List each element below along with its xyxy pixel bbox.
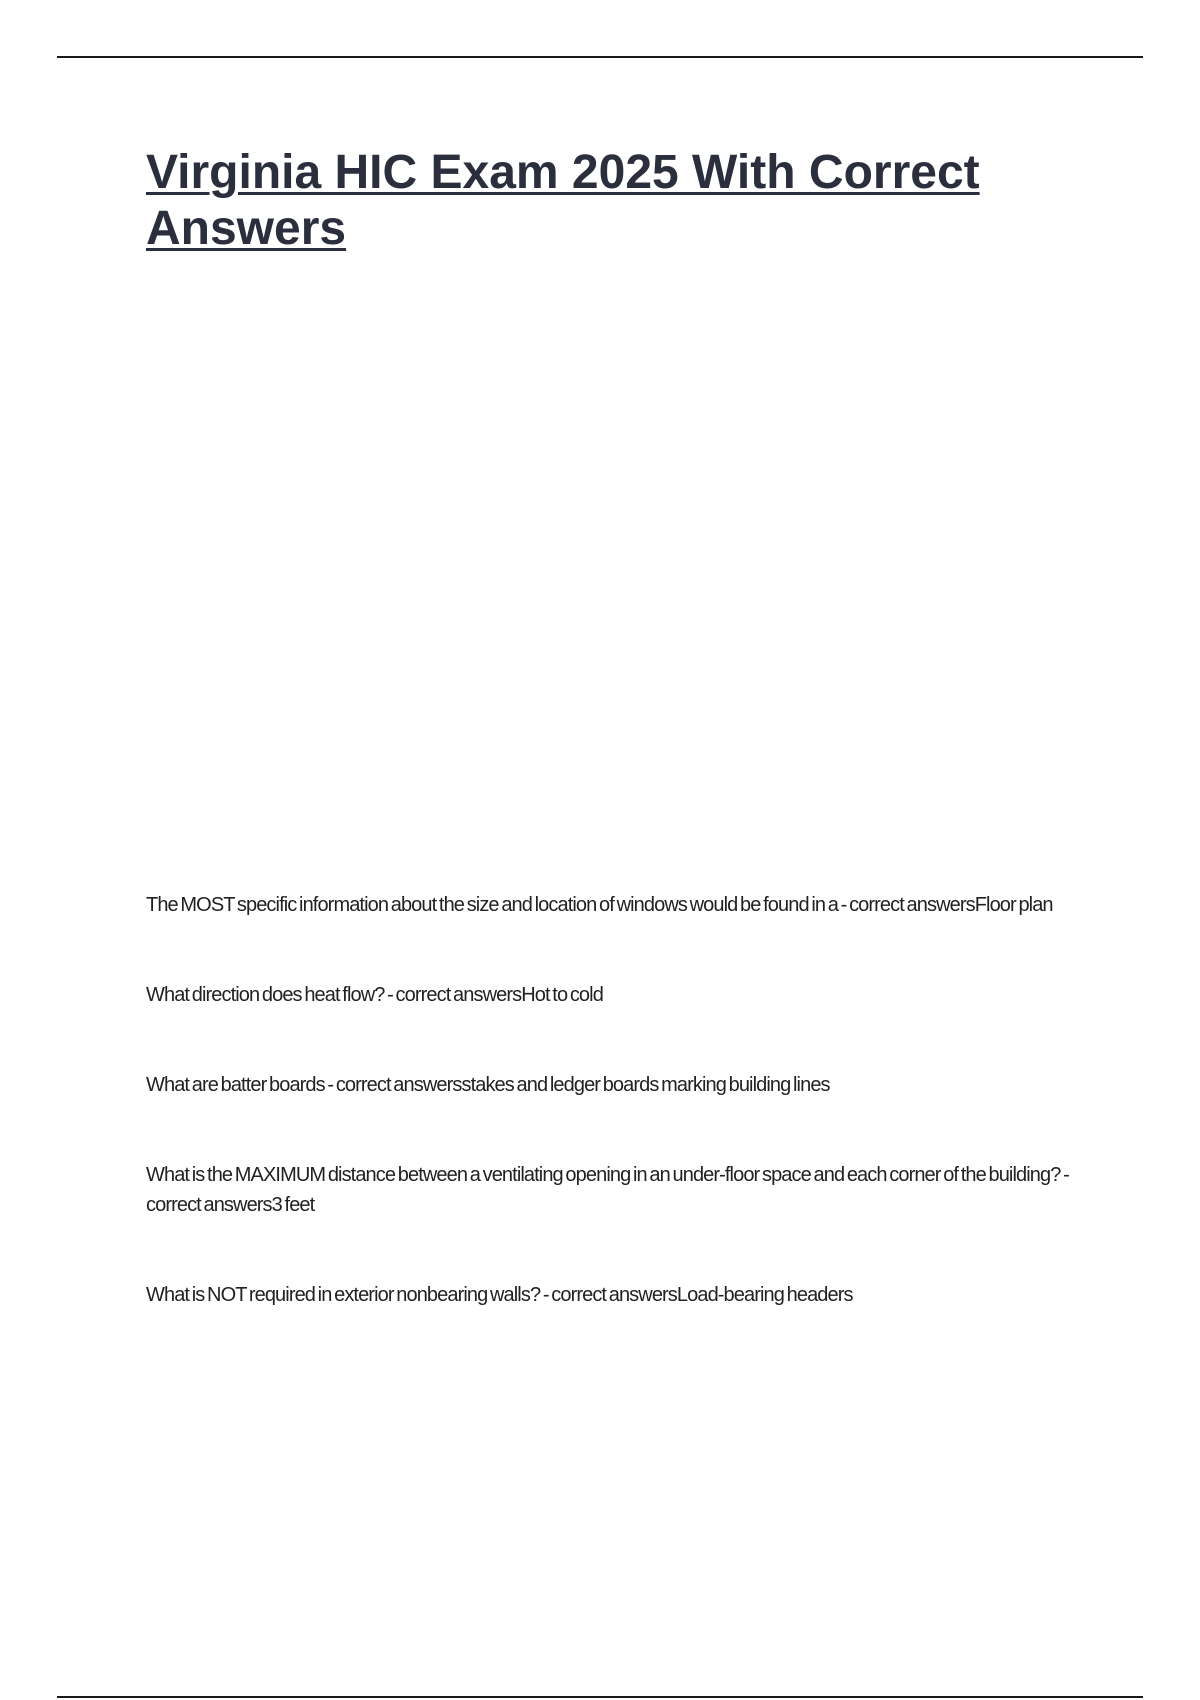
qa-list [146, 890, 1086, 1310]
qa-item: What is the MAXIMUM distance between a ventilating opening in an under-floor space and each corner of the building? - correct answers3 feet [146, 1164, 1069, 1216]
qa-item: What is NOT required in exterior nonbearing walls? - correct answersLoad-bearing headers [146, 1284, 853, 1306]
top-rule [57, 56, 1143, 58]
qa-item: What direction does heat flow? - correct answersHot to cold [146, 984, 603, 1006]
qa-item: What are batter boards - correct answersstakes and ledger boards marking building lines [146, 1074, 830, 1096]
qa-item: The MOST specific information about the size and location of windows would be found in a - correct answersFloor plan [146, 894, 1053, 916]
bottom-rule [57, 1696, 1143, 1698]
page-title: Virginia HIC Exam 2025 With Correct Answers [146, 146, 980, 255]
